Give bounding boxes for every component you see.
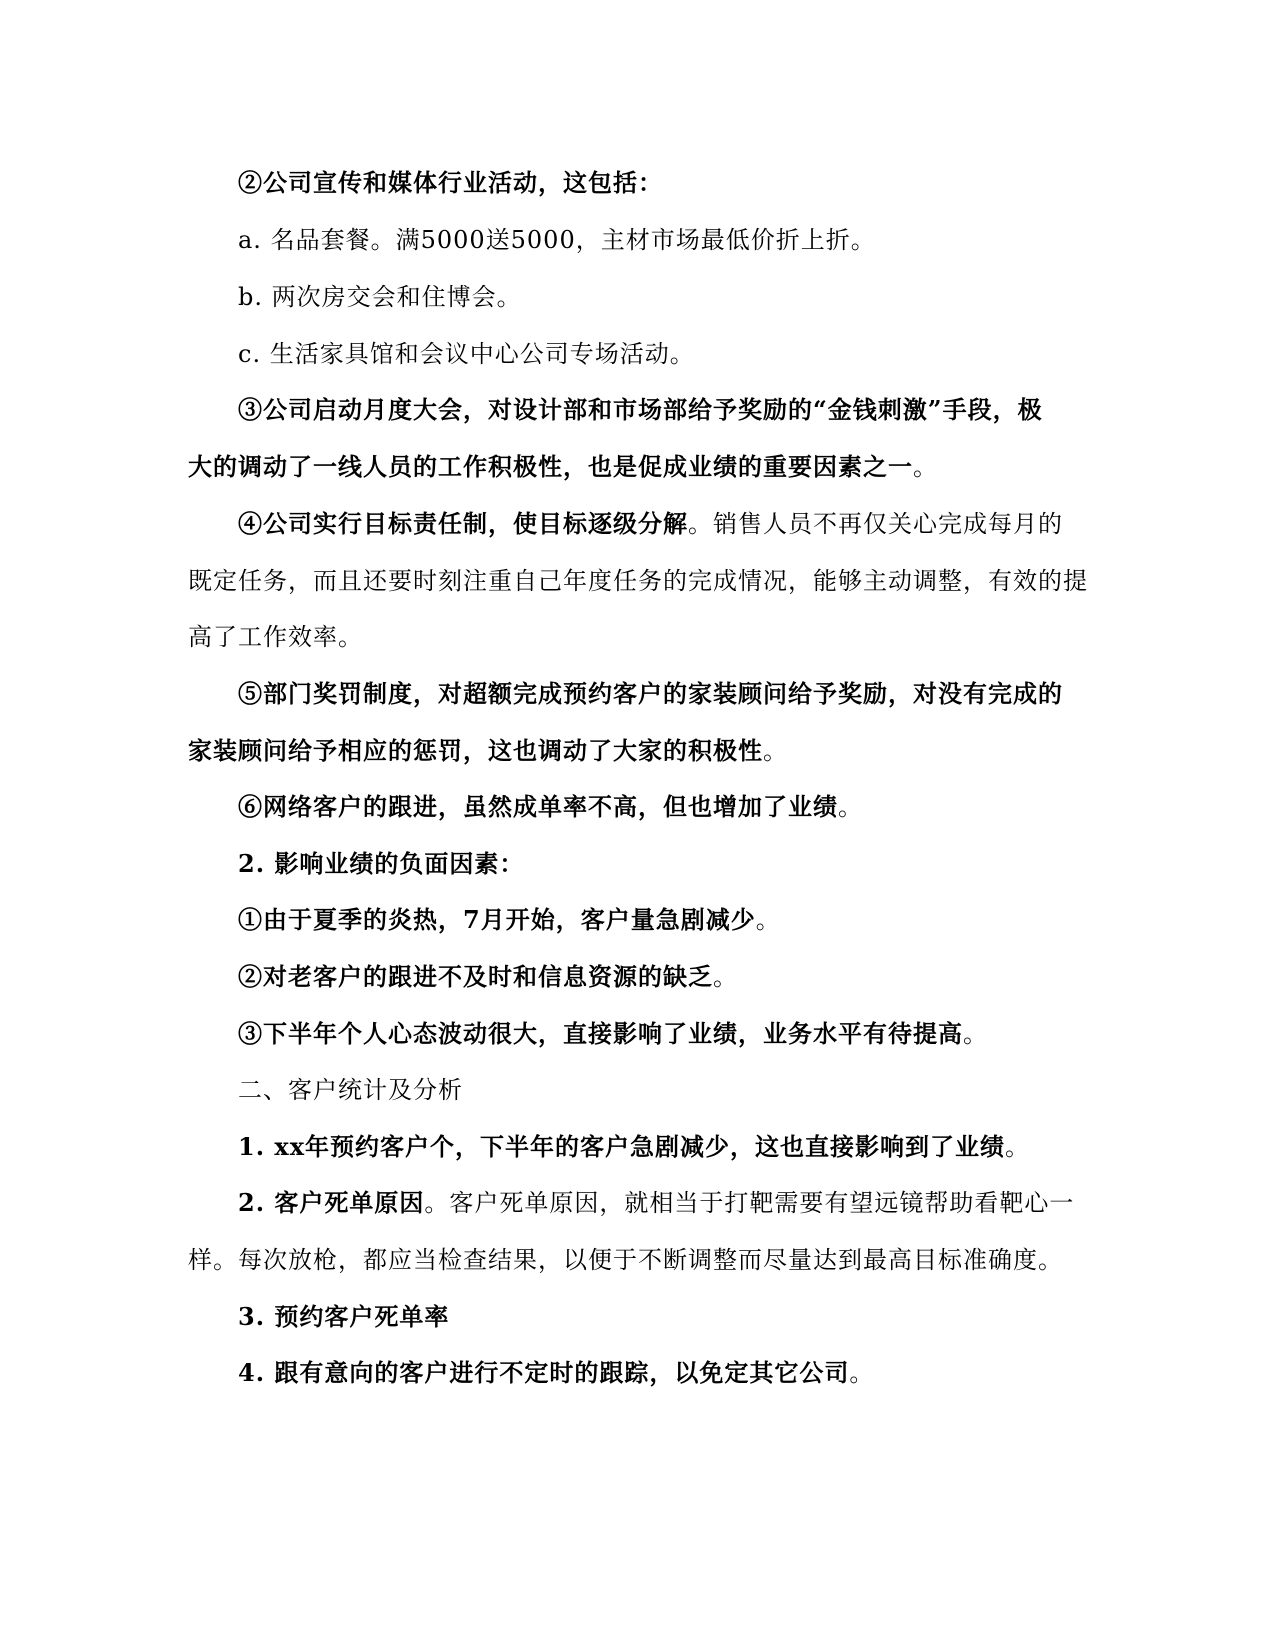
bold-text: 2. 影响业绩的负面因素：: [238, 849, 525, 878]
bold-text: ②公司宣传和媒体行业活动，这包括：: [238, 168, 663, 197]
paragraph-line: [238, 167, 663, 199]
paragraph-line: [188, 451, 938, 483]
paragraph-line: [238, 281, 522, 313]
bold-text: 4. 跟有意向的客户进行不定时的跟踪，以免定其它公司: [238, 1358, 850, 1387]
plain-text: b. 两次房交会和住博会。: [238, 283, 522, 311]
plain-text: 。销售人员不再仅关心完成每月的: [688, 510, 1063, 538]
paragraph-line: [238, 1018, 988, 1050]
bold-text: 2. 客户死单原因: [238, 1188, 425, 1217]
paragraph-line: [188, 1244, 1063, 1276]
plain-text: 二、客户统计及分析: [238, 1076, 463, 1104]
plain-text: 。: [838, 793, 863, 821]
plain-text: 。: [1005, 1133, 1031, 1161]
bold-text: ⑥网络客户的跟进，虽然成单率不高，但也增加了业绩: [238, 792, 838, 821]
bold-text: ③下半年个人心态波动很大，直接影响了业绩，业务水平有待提高: [238, 1019, 963, 1048]
paragraph-line: [238, 508, 1063, 540]
bold-text: 1. xx年预约客户个，下半年的客户急剧减少，这也直接影响到了业绩: [238, 1132, 1006, 1161]
bold-text: ④公司实行目标责任制，使目标逐级分解: [238, 509, 688, 538]
paragraph-line: [238, 224, 876, 256]
paragraph-line: [238, 961, 738, 993]
section-heading: [238, 1074, 463, 1106]
plain-text: 。: [849, 1359, 875, 1387]
paragraph-line: [238, 1357, 874, 1389]
paragraph-line: [238, 904, 781, 936]
plain-text: 。客户死单原因，就相当于打靶需要有望远镜帮助看靶心一: [424, 1189, 1075, 1217]
paragraph-line: [238, 1187, 1074, 1219]
section-heading: [238, 848, 524, 880]
bold-text: 3. 预约客户死单率: [238, 1302, 450, 1331]
paragraph-line: [238, 338, 695, 370]
plain-text: 。: [913, 453, 938, 481]
paragraph-line: [188, 735, 788, 767]
bold-text: ⑤部门奖罚制度，对超额完成预约客户的家装顾问给予奖励，对没有完成的: [238, 679, 1063, 708]
plain-text: 样。每次放枪，都应当检查结果，以便于不断调整而尽量达到最高目标准确度。: [188, 1246, 1063, 1274]
paragraph-line: [238, 1131, 1030, 1163]
bold-text: ③公司启动月度大会，对设计部和市场部给予奖励的“金钱刺激”手段，极: [238, 395, 1043, 424]
bold-text: 家装顾问给予相应的惩罚，这也调动了大家的积极性: [188, 736, 763, 765]
plain-text: a. 名品套餐。满5000送5000，主材市场最低价折上折。: [238, 226, 876, 254]
paragraph-line: [238, 394, 1043, 426]
plain-text: 。: [963, 1020, 988, 1048]
plain-text: 既定任务，而且还要时刻注重自己年度任务的完成情况，能够主动调整，有效的提: [188, 567, 1088, 595]
plain-text: 。: [755, 906, 781, 934]
paragraph-line: [238, 791, 863, 823]
bold-text: ①由于夏季的炎热，7月开始，客户量急剧减少: [238, 905, 756, 934]
plain-text: c. 生活家具馆和会议中心公司专场活动。: [238, 340, 695, 368]
bold-text: ②对老客户的跟进不及时和信息资源的缺乏: [238, 962, 713, 991]
plain-text: 。: [713, 963, 738, 991]
paragraph-line: [188, 621, 363, 653]
bold-text: 大的调动了一线人员的工作积极性，也是促成业绩的重要因素之一: [188, 452, 913, 481]
paragraph-line: [188, 565, 1088, 597]
plain-text: 高了工作效率。: [188, 623, 363, 651]
plain-text: 。: [763, 737, 788, 765]
paragraph-line: [238, 1301, 449, 1333]
paragraph-line: [238, 678, 1063, 710]
